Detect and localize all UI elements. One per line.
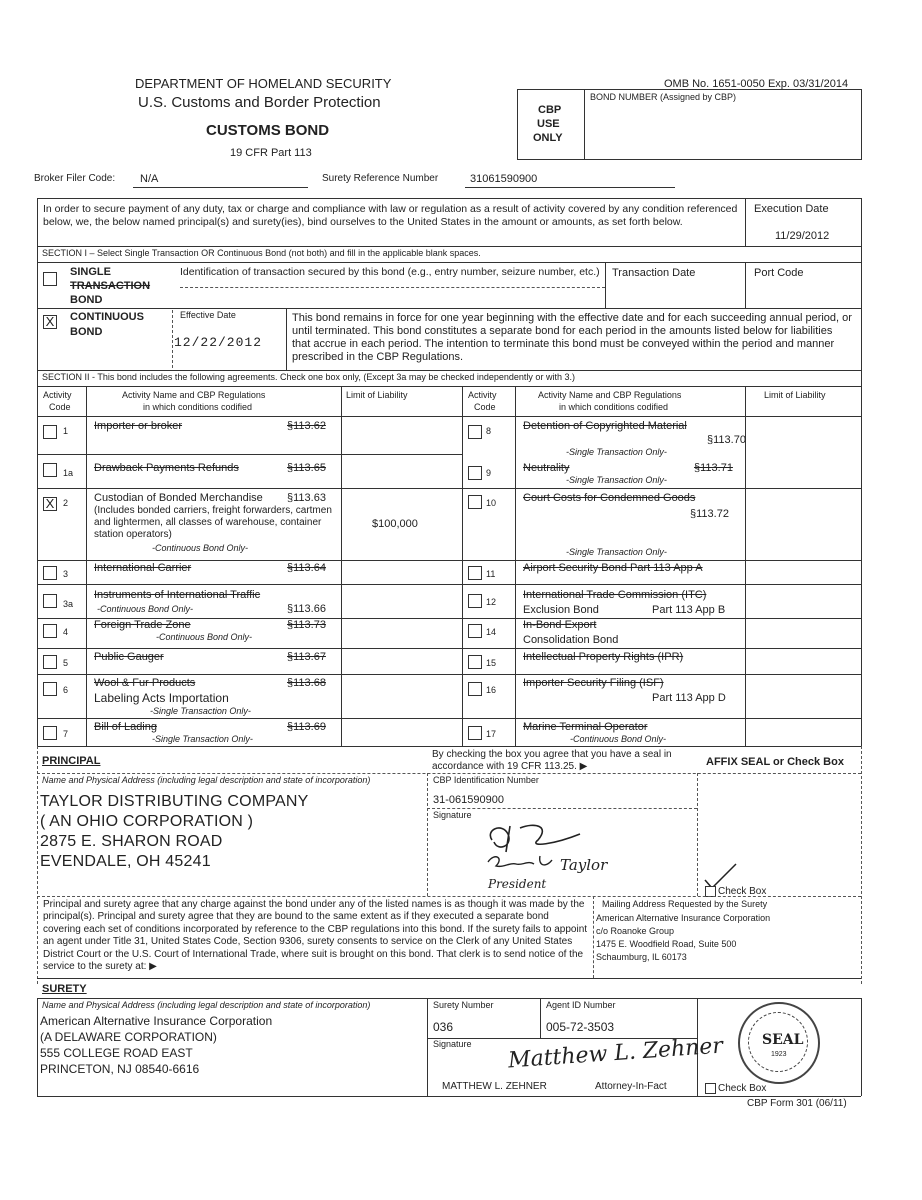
principal-address-label: Name and Physical Address (including legal description and state of incorporation) <box>42 775 371 785</box>
department-name: DEPARTMENT OF HOMELAND SECURITY <box>135 76 392 91</box>
activity-code: 16 <box>486 685 497 695</box>
svg-text:President: President <box>488 877 547 891</box>
activity-note: -Continuous Bond Only- <box>97 604 194 614</box>
activity-name: Drawback Payments Refunds <box>94 462 239 474</box>
effective-date: 12/22/2012 <box>174 335 263 350</box>
intro-text: In order to secure payment of any duty, tax or charge and compliance with law or regulation as a result of activity covered by any condition referenced below, we, the below named principal(s) and surety(ies), bind ourselves to the United States in the amount or amounts, as set forth below. <box>43 203 738 228</box>
activity-code: 3 <box>63 569 69 579</box>
activity-note: -Single Transaction Only- <box>566 475 667 485</box>
activity-regulation: §113.66 <box>287 603 326 615</box>
activity-note: -Single Transaction Only- <box>152 734 253 744</box>
activity-name: Foreign Trade Zone <box>94 619 191 631</box>
svg-text:Taylor: Taylor <box>560 856 608 874</box>
mailing-line-4: Schaumburg, IL 60173 <box>596 952 687 962</box>
col-code-left: Code <box>49 402 71 412</box>
activity-11-checkbox[interactable] <box>468 566 482 580</box>
surety-signature: Matthew L. Zehner <box>507 1033 724 1074</box>
surety-number-value: 036 <box>433 1020 454 1034</box>
cfr-reference: 19 CFR Part 113 <box>230 147 312 159</box>
activity-code: 7 <box>63 729 69 739</box>
broker-filer-label: Broker Filer Code: <box>34 173 116 184</box>
activity-regulation: §113.70 <box>707 434 746 446</box>
surety-number-label: Surety Number <box>433 1000 494 1010</box>
activity-regulation: §113.68 <box>287 677 326 689</box>
activity-8-checkbox[interactable] <box>468 425 482 439</box>
activity-code: 8 <box>486 426 492 436</box>
bond-number-label: BOND NUMBER (Assigned by CBP) <box>590 92 737 102</box>
activity-name: Public Gauger <box>94 651 164 663</box>
activity-code: 6 <box>63 685 69 695</box>
surety-signer-title: Attorney-In-Fact <box>595 1081 667 1092</box>
single-label-2: TRANSACTION <box>70 280 151 292</box>
corporate-seal <box>738 1002 820 1084</box>
mailing-line-3: 1475 E. Woodfield Road, Suite 500 <box>596 939 737 949</box>
activity-code: 1a <box>63 468 74 478</box>
section1-title: SECTION I – Select Single Transaction OR Continuous Bond (not both) and fill in the applicable blank spaces. <box>42 248 481 258</box>
activity-3-checkbox[interactable] <box>43 566 57 580</box>
activity-code: 14 <box>486 627 497 637</box>
surety-signature-label: Signature <box>433 1039 472 1049</box>
principal-line-3: 2875 E. SHARON ROAD <box>40 833 223 850</box>
surety-seal-checkbox[interactable] <box>705 1083 716 1094</box>
affix-seal-label: AFFIX SEAL or Check Box <box>706 756 844 768</box>
surety-address-label: Name and Physical Address (including legal description and state of incorporation) <box>42 1000 371 1010</box>
col-name-left-1: Activity Name and CBP Regulations <box>122 390 266 400</box>
activity-code: 9 <box>486 468 492 478</box>
activity-16-checkbox[interactable] <box>468 682 482 696</box>
agency-name: U.S. Customs and Border Protection <box>138 94 381 111</box>
activity-note: Exclusion Bond <box>523 604 599 616</box>
section2-title: SECTION II - This bond includes the following agreements. Check one box only, (Except 3a may be checked independently or with 3.) <box>42 372 575 382</box>
principal-line-4: EVENDALE, OH 45241 <box>40 853 211 870</box>
surety-line-2: (A DELAWARE CORPORATION) <box>40 1030 217 1044</box>
activity-name: Importer Security Filing (ISF) <box>523 677 664 689</box>
seal-agreement-text: By checking the box you agree that you have a seal in accordance with 19 CFR 113.25. ▶ <box>432 749 672 772</box>
agreement-text: Principal and surety agree that any charge against the bond under any of the listed names is as though it was made by the principal(s). Principal and surety agree that they are bound to the same extent as if they executed a separate bond covering each set of conditions incorporated by reference to the CBP regulations into this bond. If the surety fails to appoint an agent under Title 31, United States Code, Section 9306, surety consents to service on the Clerk of any United States District Court or the U.S. Court of International Trade, where suit is brought on this bond. That clerk is to send notice of the service to the surety at: ▶ <box>43 899 588 973</box>
activity-15-checkbox[interactable] <box>468 655 482 669</box>
activity-regulation: §113.71 <box>694 462 733 474</box>
col-limit-left: Limit of Liability <box>346 390 408 400</box>
continuous-bond-text: This bond remains in force for one year beginning with the effective date and for each succeeding annual period, or until terminated. This bond constitutes a separate bond for each period in the amounts listed below for liabilities that accrue in each period. The intention to terminate this bond must be conveyed within the period and manner prescribed in the CBP Regulations. <box>292 312 852 363</box>
continuous-label-2: BOND <box>70 326 103 338</box>
activity-note: -Single Transaction Only- <box>566 447 667 457</box>
activity-regulation: §113.62 <box>287 420 326 432</box>
broker-filer-value: N/A <box>140 173 159 185</box>
single-label-3: BOND <box>70 294 103 306</box>
activity-code: 3a <box>63 599 74 609</box>
form-number: CBP Form 301 (06/11) <box>747 1098 847 1109</box>
mailing-line-2: c/o Roanoke Group <box>596 926 675 936</box>
activity-note-2: -Single Transaction Only- <box>150 706 251 716</box>
omb-number: OMB No. 1651-0050 Exp. 03/31/2014 <box>664 78 849 90</box>
activity-regulation: §113.65 <box>287 462 326 474</box>
activity-regulation: Part 113 App B <box>652 604 726 616</box>
execution-date-label: Execution Date <box>754 203 829 215</box>
execution-date: 11/29/2012 <box>775 230 830 242</box>
activity-5-checkbox[interactable] <box>43 655 57 669</box>
activity-name: Importer or broker <box>94 420 183 432</box>
mailing-address-label: Mailing Address Requested by the Surety <box>602 899 768 909</box>
transaction-date-label: Transaction Date <box>612 267 696 279</box>
seal-year: 1923 <box>771 1051 787 1058</box>
single-label-1: SINGLE <box>70 266 111 278</box>
col-code-right: Code <box>474 402 496 412</box>
port-code-label: Port Code <box>754 267 804 279</box>
surety-reference-value: 31061590900 <box>470 173 538 185</box>
surety-reference-label: Surety Reference Number <box>322 173 439 184</box>
continuous-label-1: CONTINUOUS <box>70 311 144 323</box>
principal-signature <box>480 812 630 892</box>
activity-note: -Single Transaction Only- <box>566 547 667 557</box>
activity-1-checkbox[interactable] <box>43 425 57 439</box>
activity-code: 1 <box>63 426 69 436</box>
cbp-label: CBP <box>538 104 562 116</box>
activity-code: 15 <box>486 658 497 668</box>
principal-signature-label: Signature <box>433 810 472 820</box>
activity-code: 10 <box>486 498 497 508</box>
single-identification-label: Identification of transaction secured by this bond (e.g., entry number, seizure number, etc.) <box>180 266 600 278</box>
principal-title: PRINCIPAL <box>42 755 101 767</box>
principal-line-1: TAYLOR DISTRIBUTING COMPANY <box>40 793 309 810</box>
surety-title: SURETY <box>42 983 87 995</box>
activity-regulation: §113.64 <box>287 562 326 574</box>
activity-name: Airport Security Bond Part 113 App A <box>523 562 703 574</box>
activity-6-checkbox[interactable] <box>43 682 57 696</box>
activity-note: (Includes bonded carriers, freight forwarders, cartmen and lightermen, all classes of warehouse, container station operators) <box>94 505 332 540</box>
effective-date-label: Effective Date <box>180 310 236 320</box>
activity-note: Part 113 App D <box>652 692 726 704</box>
only-label: ONLY <box>533 132 563 144</box>
single-transaction-checkbox[interactable] <box>43 272 57 286</box>
activity-regulation: §113.73 <box>287 619 326 631</box>
activity-17-checkbox[interactable] <box>468 726 482 740</box>
agent-id-value: 005-72-3503 <box>546 1020 615 1034</box>
activity-regulation: §113.67 <box>287 651 326 663</box>
surety-line-4: PRINCETON, NJ 08540-6616 <box>40 1062 200 1076</box>
activity-note: -Continuous Bond Only- <box>570 734 667 744</box>
activity-note: -Continuous Bond Only- <box>156 632 253 642</box>
activity-7-checkbox[interactable] <box>43 726 57 740</box>
activity-14-checkbox[interactable] <box>468 624 482 638</box>
activity-regulation: §113.69 <box>287 721 326 733</box>
surety-signer-name: MATTHEW L. ZEHNER <box>442 1081 547 1092</box>
cbp-id-value: 31-061590900 <box>433 794 504 806</box>
surety-check-box-label: Check Box <box>718 1083 767 1094</box>
mailing-line-1: American Alternative Insurance Corporation <box>596 913 771 923</box>
principal-line-2: ( AN OHIO CORPORATION ) <box>40 813 254 830</box>
principal-check-box-label: Check Box <box>718 886 767 897</box>
agent-id-label: Agent ID Number <box>546 1000 616 1010</box>
activity-name: Custodian of Bonded Merchandise <box>94 492 263 504</box>
col-name-left-2: in which conditions codified <box>143 402 253 412</box>
activity-code: 11 <box>486 569 496 579</box>
activity-code: 2 <box>63 498 69 508</box>
surety-line-1: American Alternative Insurance Corporation <box>40 1014 273 1028</box>
seal-center-text: SEAL <box>762 1032 804 1048</box>
activity-note: Consolidation Bond <box>523 634 619 646</box>
col-limit-right: Limit of Liability <box>764 390 826 400</box>
cbp-id-label: CBP Identification Number <box>433 775 539 785</box>
activity-name: Marine Terminal Operator <box>523 721 648 733</box>
activity-2-checkbox[interactable]: X <box>43 497 57 511</box>
cbp-use-only-box <box>517 89 862 160</box>
continuous-bond-checkbox[interactable]: X <box>43 315 57 329</box>
activity-name: Neutrality <box>523 462 570 474</box>
activity-name: Bill of Lading <box>94 721 157 733</box>
limit-of-liability-value: $100,000 <box>372 518 418 530</box>
activity-name: International Trade Commission (ITC) <box>523 589 707 601</box>
activity-name: Court Costs for Condemned Goods <box>523 492 696 504</box>
surety-line-3: 555 COLLEGE ROAD EAST <box>40 1046 193 1060</box>
activity-code: 12 <box>486 597 497 607</box>
activity-10-checkbox[interactable] <box>468 495 482 509</box>
activity-regulation: §113.72 <box>690 508 729 520</box>
activity-name: Intellectual Property Rights (IPR) <box>523 651 684 663</box>
activity-code: 17 <box>486 729 497 739</box>
form-title: CUSTOMS BOND <box>206 122 330 139</box>
activity-12-checkbox[interactable] <box>468 594 482 608</box>
activity-code: 5 <box>63 658 69 668</box>
activity-name: Detention of Copyrighted Material <box>523 420 687 432</box>
col-activity-left-1: Activity <box>43 390 72 400</box>
col-name-right-1: Activity Name and CBP Regulations <box>538 390 682 400</box>
col-name-right-2: in which conditions codified <box>559 402 669 412</box>
activity-note: Labeling Acts Importation <box>94 691 229 705</box>
activity-9-checkbox[interactable] <box>468 466 482 480</box>
activity-code: 4 <box>63 627 69 637</box>
activity-3a-checkbox[interactable] <box>43 594 57 608</box>
activity-name: In-Bond Export <box>523 619 597 631</box>
activity-name: International Carrier <box>94 562 192 574</box>
activity-1a-checkbox[interactable] <box>43 463 57 477</box>
activity-regulation: §113.63 <box>287 492 326 504</box>
activity-note-2: -Continuous Bond Only- <box>152 543 249 553</box>
col-activity-right-1: Activity <box>468 390 497 400</box>
activity-name: Instruments of International Traffic <box>94 589 261 601</box>
activity-name: Wool & Fur Products <box>94 677 196 689</box>
use-label: USE <box>537 118 560 130</box>
activity-4-checkbox[interactable] <box>43 624 57 638</box>
